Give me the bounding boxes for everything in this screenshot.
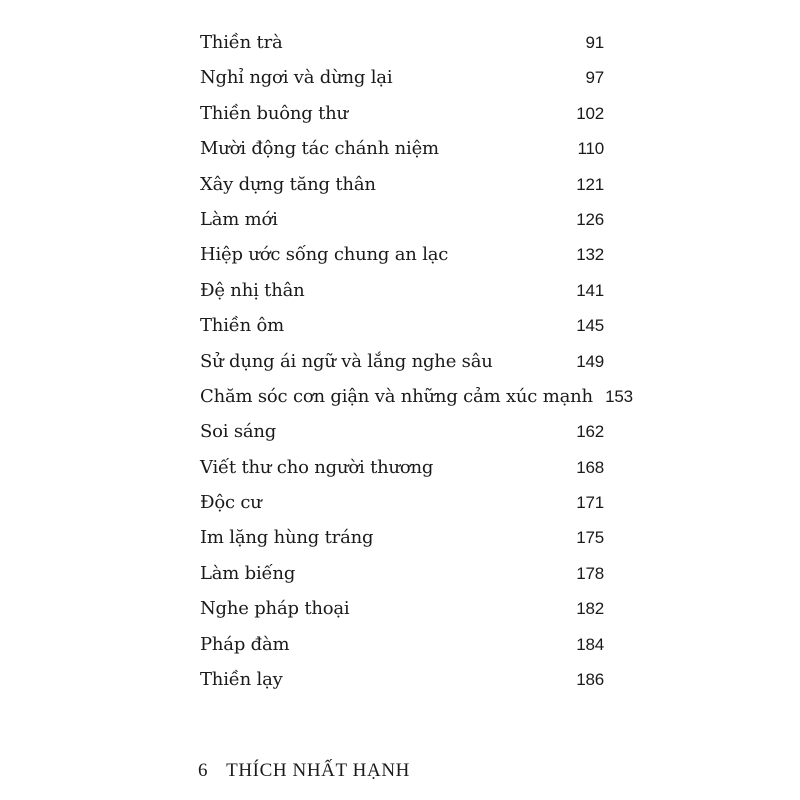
- toc-entry-page: 121: [576, 174, 604, 194]
- toc-entry: [200, 315, 604, 350]
- toc-entry: [200, 280, 604, 315]
- toc-entry-title: Soi sáng: [200, 421, 277, 443]
- toc-entry-title: Mười động tác chánh niệm: [200, 138, 439, 160]
- toc-entry-page: 168: [576, 457, 604, 477]
- toc-entry: [200, 67, 604, 102]
- toc-entry-page: 149: [576, 351, 604, 371]
- toc-entry-page: 162: [576, 422, 604, 442]
- toc-entry-title: Sử dụng ái ngữ và lắng nghe sâu: [200, 350, 493, 372]
- toc-entry: [200, 598, 604, 633]
- toc-entry-page: 186: [576, 670, 604, 690]
- toc-entry-page: 102: [576, 103, 604, 123]
- toc-entry: [200, 634, 604, 669]
- toc-entry: [200, 669, 604, 704]
- toc-entry-page: 184: [576, 634, 604, 654]
- toc-entry-title: Làm biếng: [200, 562, 296, 584]
- toc-entry-title: Thiền lạy: [200, 669, 283, 691]
- toc-entry: [200, 32, 604, 67]
- footer-author: THÍCH NHẤT HẠNH: [226, 760, 410, 781]
- toc-entry-title: Chăm sóc cơn giận và những cảm xúc mạnh: [200, 385, 593, 407]
- toc-entry: [200, 492, 604, 527]
- toc-entry: [200, 527, 604, 562]
- toc-entry-page: 132: [576, 245, 604, 265]
- toc-entry-title: Nghe pháp thoại: [200, 598, 350, 620]
- toc-entry: [200, 457, 604, 492]
- toc-entry-page: 141: [576, 280, 604, 300]
- toc-entry: [200, 138, 604, 173]
- toc-entry-title: Nghỉ ngơi và dừng lại: [200, 67, 393, 89]
- toc-entry: [200, 103, 604, 138]
- toc-entry-title: Đệ nhị thân: [200, 279, 305, 301]
- toc-entry: [200, 209, 604, 244]
- toc-entry: [200, 385, 633, 421]
- toc-entry-title: Im lặng hùng tráng: [200, 527, 374, 549]
- toc-entry-page: 182: [576, 599, 604, 619]
- table-of-contents: [200, 32, 633, 704]
- toc-entry-title: Pháp đàm: [200, 633, 290, 655]
- toc-entry: [200, 174, 604, 209]
- toc-entry-page: 91: [585, 33, 604, 52]
- footer-page-number: 6: [198, 760, 209, 781]
- toc-entry-title: Thiền trà: [200, 32, 283, 53]
- toc-entry-page: 178: [576, 563, 604, 583]
- toc-entry: [200, 421, 604, 456]
- toc-entry-title: Xây dựng tăng thân: [200, 173, 376, 195]
- toc-entry-title: Độc cư: [200, 492, 262, 514]
- toc-entry: [200, 244, 604, 279]
- page-footer: [198, 760, 410, 782]
- toc-entry-title: Hiệp ước sống chung an lạc: [200, 244, 449, 266]
- toc-entry-page: 175: [576, 528, 604, 548]
- toc-entry-page: 153: [605, 386, 633, 406]
- toc-entry-page: 97: [585, 68, 604, 88]
- toc-entry-title: Thiền ôm: [200, 315, 285, 337]
- toc-entry-title: Viết thư cho người thương: [200, 456, 434, 478]
- toc-entry: [200, 563, 604, 598]
- toc-entry-page: 110: [577, 139, 604, 159]
- toc-entry-title: Làm mới: [200, 208, 278, 230]
- toc-entry-page: 145: [576, 316, 604, 336]
- toc-entry-title: Thiền buông thư: [200, 102, 348, 124]
- toc-entry: [200, 351, 604, 386]
- toc-entry-page: 126: [576, 209, 604, 229]
- toc-entry-page: 171: [576, 493, 604, 513]
